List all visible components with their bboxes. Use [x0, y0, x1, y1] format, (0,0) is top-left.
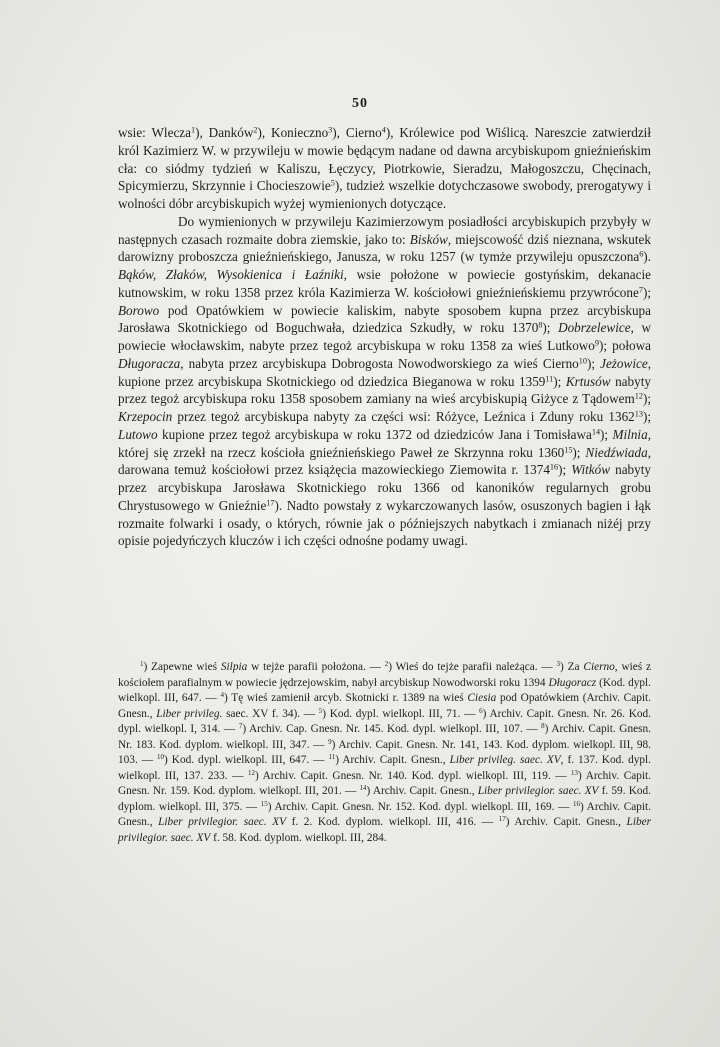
- footnote-block: [118, 660, 651, 846]
- text-run: pod Opatówkiem w powiecie kaliskim, nabyte sposobem kupna przez arcybiskupa Jarosława Skotnickiego od Boguchwała, dziedzica Szkudły, w roku 1370: [118, 302, 651, 336]
- paragraph: [118, 213, 651, 550]
- footnote-ref: 2: [384, 660, 389, 669]
- text-run: );: [553, 373, 566, 389]
- text-run: ), tudzież wszelkie dotychczasowe swobody, prerogatywy i wolności dóbr arcybiskupich wyżej wymienionych dotyczące.: [118, 178, 651, 211]
- footnote-ref: 12: [634, 391, 643, 401]
- footnote-ref: 13: [634, 409, 643, 419]
- text-run: kupione przez tegoż arcybiskupa w roku 1372 od dziedziców Jana i Tomisława: [157, 426, 592, 442]
- footnote-ref: 12: [247, 768, 255, 777]
- italic-run: Witków: [571, 462, 611, 478]
- text-run: , w powiecie włocławskim, nabyte przez tegoż arcybiskupa w roku 1358 za wieś Lutkowo: [118, 320, 651, 353]
- text-run: );: [572, 444, 586, 460]
- footnote-ref: 1: [140, 660, 144, 669]
- footnote-ref: 6: [479, 706, 483, 715]
- footnote-ref: 14: [591, 427, 601, 437]
- text-run: ) Archiv. Cap. Gnesn. Nr. 145. Kod. dypl. wielkopl. III, 107. —: [242, 723, 542, 735]
- text-run: , wsie położone w powiecie gostyńskim, dekanacie kutnowskim, w roku 1358 przez króla Kazimierza W. kościołowi gnieźnieńskiemu przywrócone: [118, 267, 651, 300]
- text-run: ) Zapewne wieś: [143, 661, 221, 673]
- italic-run: Dobrzelewice: [558, 320, 631, 336]
- footnote-ref: 10: [157, 753, 165, 762]
- paragraph: [118, 124, 651, 213]
- footnote-ref: 7: [638, 285, 643, 295]
- text-run: , kupione przez arcybiskupa Skotnickiego od dziedzica Bieganowa w roku 1359: [118, 355, 651, 389]
- text-run: nabyty przez tegoż arcybiskupa roku 1358 sposobem zamiany na wieś arcybiskupią Giżyce z Tądowem: [118, 373, 651, 407]
- footnote-ref: 16: [572, 799, 580, 808]
- text-run: ) Archiv. Capit. Gnesn. Nr. 140. Kod. dypl. wielkopl. III, 119. —: [254, 769, 572, 782]
- main-text: [118, 124, 651, 550]
- footnote-ref: 17: [266, 498, 275, 508]
- italic-run: Liber privilegior. saec. XV: [158, 816, 287, 828]
- footnote-ref: 5: [330, 178, 335, 188]
- text-run: ) Archiv. Capit. Gnesn. Nr. 183. Kod. dyplom. wielkopl. III, 347. —: [118, 723, 651, 751]
- footnote-ref: 4: [220, 691, 224, 700]
- text-run: ) Archiv. Capit. Gnesn.,: [366, 785, 478, 797]
- italic-run: Krzepocin: [118, 409, 173, 424]
- italic-run: Długoracz: [548, 676, 597, 689]
- text-run: ) Archiv. Capit. Gnesn.,: [335, 754, 450, 766]
- text-run: ); połowa: [599, 338, 651, 353]
- footnote-ref: 15: [564, 445, 573, 454]
- italic-run: Milnia: [612, 426, 648, 442]
- footnote-ref: 3: [328, 125, 333, 135]
- text-run: , nabyta przez arcybiskupa Dobrogosta Nowodworskiego za wieś Cierno: [180, 355, 579, 371]
- text-run: );: [642, 409, 651, 424]
- footnote-ref: 4: [381, 125, 386, 135]
- footnote-ref: 6: [639, 249, 644, 259]
- text-run: Do wymienionych w przywileju Kazimierzowym posiadłości arcybiskupich przybyły w następnych czasach rozmaite dobra ziemskie, jako to:: [118, 213, 651, 247]
- text-run: (Kod. dypl. wielkopl. III, 647. —: [118, 676, 651, 704]
- text-run: );: [542, 320, 559, 336]
- italic-run: Ciesia: [467, 692, 497, 704]
- text-run: );: [586, 355, 601, 371]
- footnote-ref: 17: [498, 815, 506, 824]
- text-run: );: [642, 391, 651, 407]
- text-run: ) Za: [560, 661, 584, 673]
- footnote-ref: 11: [545, 374, 554, 383]
- footnote-ref: 13: [571, 768, 579, 777]
- text-run: , miejscowość dziś nieznana, wskutek darowizny proboszcza gnieźnieńskiego, Janusza, w roku 1257 (w tymże przywileju opuszczona: [118, 231, 651, 265]
- footnote-ref: 5: [318, 706, 323, 715]
- text-run: wsie: Wlecza: [118, 125, 192, 140]
- footnote-ref: 10: [578, 356, 587, 366]
- text-run: , darowana temuż kościołowi przez książęcia mazowieckiego Ziemowita r. 1374: [118, 444, 651, 478]
- italic-run: Krtusów: [565, 373, 611, 389]
- footnote-ref: 2: [253, 125, 258, 135]
- text-run: ) Archiv. Capit. Gnesn. Nr. 141, 143. Kod. dyplom. wielkopl. III, 98. 103. —: [118, 738, 651, 766]
- text-run: );: [558, 462, 572, 478]
- text-run: );: [642, 284, 651, 300]
- footnote-ref: 16: [549, 462, 559, 472]
- footnotes: [118, 660, 651, 846]
- footnote-ref: 8: [541, 722, 545, 731]
- text-run: ).: [643, 249, 651, 265]
- text-run: ) Archiv. Capit. Gnesn. Nr. 159. Kod. dyplom. wielkopl. III, 201. —: [118, 769, 651, 797]
- footnote-ref: 11: [328, 753, 336, 762]
- text-run: nabyty przez arcybiskupa Jarosława Skotnickiego roku 1366 od kanoników regularnych grobu Chrystusowego w Gnieźnie: [118, 462, 651, 513]
- text-run: ), Konieczno: [257, 125, 329, 140]
- page-number: 50: [352, 96, 368, 111]
- footnote-ref: 8: [538, 320, 543, 330]
- text-run: ), Cierno: [332, 125, 382, 140]
- italic-run: Jeżowice: [600, 355, 648, 371]
- text-run: ) Kod. dypl. wielkopl. III, 71. —: [322, 707, 480, 720]
- text-run: , wieś z kościołem parafialnym w powiecie jędrzejowskim, nabył arcybiskup Nowodworski roku 1394: [118, 661, 652, 689]
- text-run: f. 2. Kod. dyplom. wielkopl. III, 416. —: [286, 816, 499, 828]
- footnote-ref: 9: [594, 338, 599, 348]
- text-run: ) Archiv. Capit. Gnesn.,: [505, 816, 627, 828]
- footnote-ref: 3: [556, 660, 561, 669]
- italic-run: Borowo: [118, 302, 160, 318]
- footnote-ref: 7: [238, 722, 243, 731]
- text-run: w tejże parafii położona. —: [247, 661, 385, 673]
- text-run: f. 59. Kod. dyplom. wielkopl. III, 375. —: [118, 785, 652, 813]
- italic-run: Liber privileg. saec. XV: [449, 754, 561, 766]
- text-run: saec. XV f. 34). —: [222, 707, 319, 720]
- text-run: ) Archiv. Capit. Gnesn.,: [118, 800, 652, 828]
- text-run: pod Opatówkiem (Archiv. Capit. Gnesn.,: [118, 692, 651, 720]
- italic-run: Liber privileg.: [156, 707, 223, 720]
- footnote-ref: 15: [260, 799, 268, 808]
- italic-run: Niedźwiada: [585, 444, 648, 460]
- text-run: ), Danków: [195, 125, 254, 140]
- text-run: ) Kod. dypl. wielkopl. III, 647. —: [164, 754, 329, 766]
- text-run: ) Tę wieś zamienił arcyb. Skotnicki r. 1389 na wieś: [223, 692, 468, 704]
- text-run: ), Królewice pod Wiślicą. Nareszcie zatwierdził król Kazimierz W. w przywileju w mowie będącym nadane od dawna arcybiskupom gnieźnieńskim cła: co siódmy tydzień w Kaliszu, Łęczycy, Piotrkowie, Sieradzu, Małogoszczu, Chęcinach, Spicymierzu, Skrzynnie i Chocieszowie: [118, 125, 651, 194]
- italic-run: Silpia: [220, 661, 248, 673]
- text-run: ). Nadto powstały z wykarczowanych lasów, osuszonych bagien i łąk rozmaite folwarki i osady, o których, równie jak o późniejszych nabytkach i zmianach niżéj przy opisie pojedyńczych kluczów i ich części odnośne podamy uwagi.: [118, 497, 651, 549]
- italic-run: Długoracza: [118, 355, 181, 371]
- italic-run: Liber privilegior. saec. XV: [118, 816, 652, 844]
- italic-run: Bąków, Złaków, Wysokienica i Łaźniki: [118, 267, 344, 282]
- text-run: ) Archiv. Capit. Gnesn. Nr. 26. Kod. dypl. wielkopl. I, 314. —: [118, 707, 651, 735]
- text-run: );: [600, 426, 613, 442]
- text-run: f. 58. Kod. dyplom. wielkopl. III, 284.: [210, 831, 387, 844]
- text-run: ) Archiv. Capit. Gnesn. Nr. 152. Kod. dypl. wielkopl. III, 169. —: [267, 800, 573, 813]
- footnote-ref: 1: [191, 125, 196, 135]
- footnote-ref: 14: [359, 784, 367, 793]
- text-run: przez tegoż arcybiskupa nabyty za części wsi: Różyce, Leźnica i Zduny roku 1362: [172, 409, 635, 424]
- italic-run: Cierno: [583, 661, 615, 673]
- italic-run: Bisków: [409, 231, 448, 247]
- italic-run: Lutowo: [118, 426, 158, 442]
- text-run: ) Wieś do tejże parafii należąca. —: [388, 661, 557, 673]
- text-run: , f. 137. Kod. dypl. wielkopl. III, 137. 233. —: [118, 754, 651, 782]
- text-run: , której się zrzekł na rzecz kościoła gnieźnieńskiego Paweł ze Skrzynna roku 1360: [118, 426, 651, 460]
- italic-run: Liber privilegior. saec. XV: [477, 785, 599, 797]
- footnote-ref: 9: [328, 737, 332, 746]
